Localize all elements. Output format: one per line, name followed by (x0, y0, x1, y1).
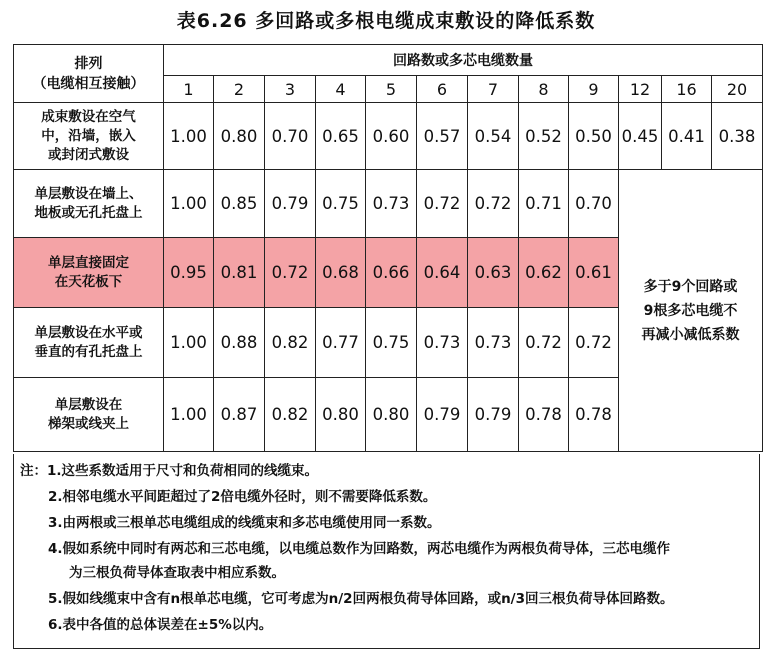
factor-cell: 0.65 (316, 103, 366, 170)
factor-cell: 0.62 (519, 238, 569, 308)
factor-cell: 0.54 (468, 103, 519, 170)
row-label-line: 单层敷设在 (54, 396, 123, 413)
factor-cell: 0.80 (214, 103, 265, 170)
factor-cell: 1.00 (164, 170, 214, 238)
note-line: 2.相邻电缆水平间距超过了2倍电缆外径时，则不需要降低系数。 (48, 489, 437, 505)
factor-cell: 0.41 (662, 103, 712, 170)
circuit-number: 20 (712, 76, 763, 103)
note-line: 3.由两根或三根单芯电缆组成的线缆束和多芯电缆使用同一系数。 (48, 515, 441, 531)
circuit-number: 1 (164, 76, 214, 103)
circuit-number: 2 (214, 76, 265, 103)
arrangement-header (14, 45, 164, 103)
factor-cell: 0.82 (265, 308, 316, 378)
table-row (14, 170, 763, 238)
table-row (14, 103, 763, 170)
factor-cell: 0.87 (214, 378, 265, 452)
row-label-line: 成束敷设在空气 (41, 108, 136, 125)
circuit-number: 4 (316, 76, 366, 103)
row-label (14, 238, 164, 308)
row-label-line: 在天花板下 (54, 273, 123, 290)
merged-note-line: 多于9个回路或 (643, 278, 738, 295)
factor-cell: 0.38 (712, 103, 763, 170)
row-label-line: 单层敷设在水平或 (34, 324, 143, 341)
row-label (14, 378, 164, 452)
factor-cell: 0.80 (316, 378, 366, 452)
factor-cell: 0.50 (569, 103, 619, 170)
factor-cell: 0.64 (417, 238, 468, 308)
factor-cell: 0.79 (265, 170, 316, 238)
factor-cell: 0.72 (265, 238, 316, 308)
factor-cell: 0.85 (214, 170, 265, 238)
factor-cell: 0.77 (316, 308, 366, 378)
note-line: 4.假如系统中同时有两芯和三芯电缆，以电缆总数作为回路数，两芯电缆作为两根负荷导体，三芯电缆作 (48, 541, 671, 557)
factor-cell: 0.79 (468, 378, 519, 452)
circuit-number: 7 (468, 76, 519, 103)
row-label (14, 170, 164, 238)
row-label-line: 地板或无孔托盘上 (34, 204, 143, 221)
merged-note-line: 9根多芯电缆不 (643, 302, 738, 319)
factor-cell: 0.72 (569, 308, 619, 378)
row-label-line: 单层敷设在墙上、 (34, 185, 143, 202)
row-label-line: 单层直接固定 (48, 254, 129, 271)
factor-cell: 0.72 (417, 170, 468, 238)
circuit-number: 12 (619, 76, 662, 103)
factor-cell: 1.00 (164, 378, 214, 452)
circuit-number: 9 (569, 76, 619, 103)
factor-cell: 0.70 (265, 103, 316, 170)
factor-cell: 0.73 (366, 170, 417, 238)
factor-cell: 0.73 (417, 308, 468, 378)
row-label-line: 或封闭式敷设 (48, 146, 129, 163)
factor-cell: 0.81 (214, 238, 265, 308)
factor-cell: 0.60 (366, 103, 417, 170)
factor-cell: 1.00 (164, 103, 214, 170)
circuit-number: 16 (662, 76, 712, 103)
factor-cell: 0.70 (569, 170, 619, 238)
note-line: 6.表中各值的总体误差在±5%以内。 (48, 617, 273, 633)
derating-table (13, 44, 763, 452)
factor-cell: 0.61 (569, 238, 619, 308)
factor-cell: 0.57 (417, 103, 468, 170)
row-label-line: 中，沿墙，嵌入 (41, 127, 136, 144)
circuit-number: 8 (519, 76, 569, 103)
factor-cell: 0.45 (619, 103, 662, 170)
factor-cell: 0.82 (265, 378, 316, 452)
circuits-header: 回路数或多芯电缆数量 (164, 45, 763, 76)
row-label (14, 103, 164, 170)
circuit-number: 3 (265, 76, 316, 103)
factor-cell: 0.71 (519, 170, 569, 238)
factor-cell: 0.75 (366, 308, 417, 378)
row-label-line: 梯架或线夹上 (48, 415, 129, 432)
factor-cell: 0.72 (468, 170, 519, 238)
row-label (14, 308, 164, 378)
factor-cell: 0.95 (164, 238, 214, 308)
note-line: 5.假如线缆束中含有n根单芯电缆，它可考虑为n/2回两根负荷导体回路，或n/3回三根负荷导体回路数。 (48, 591, 674, 607)
factor-cell: 0.68 (316, 238, 366, 308)
row-label-line: 垂直的有孔托盘上 (34, 343, 143, 360)
merged-note-line: 再减小减低系数 (641, 326, 740, 343)
arrangement-header-line1: 排列 (74, 55, 103, 72)
factor-cell: 0.73 (468, 308, 519, 378)
factor-cell: 0.75 (316, 170, 366, 238)
table-title: 表6.26 多回路或多根电缆成束敷设的降低系数 (176, 10, 596, 32)
factor-cell: 0.66 (366, 238, 417, 308)
note-line: 为三根负荷导体查取表中相应系数。 (69, 565, 285, 581)
arrangement-header-line2: （电缆相互接触） (32, 75, 145, 92)
circuit-number: 6 (417, 76, 468, 103)
merged-note-cell (619, 170, 763, 452)
factor-cell: 0.78 (569, 378, 619, 452)
factor-cell: 0.80 (366, 378, 417, 452)
circuit-number: 5 (366, 76, 417, 103)
factor-cell: 0.78 (519, 378, 569, 452)
factor-cell: 0.72 (519, 308, 569, 378)
factor-cell: 0.63 (468, 238, 519, 308)
factor-cell: 0.79 (417, 378, 468, 452)
factor-cell: 0.52 (519, 103, 569, 170)
notes-box (13, 454, 760, 649)
note-line: 注：1.这些系数适用于尺寸和负荷相同的线缆束。 (20, 463, 319, 479)
factor-cell: 0.88 (214, 308, 265, 378)
factor-cell: 1.00 (164, 308, 214, 378)
